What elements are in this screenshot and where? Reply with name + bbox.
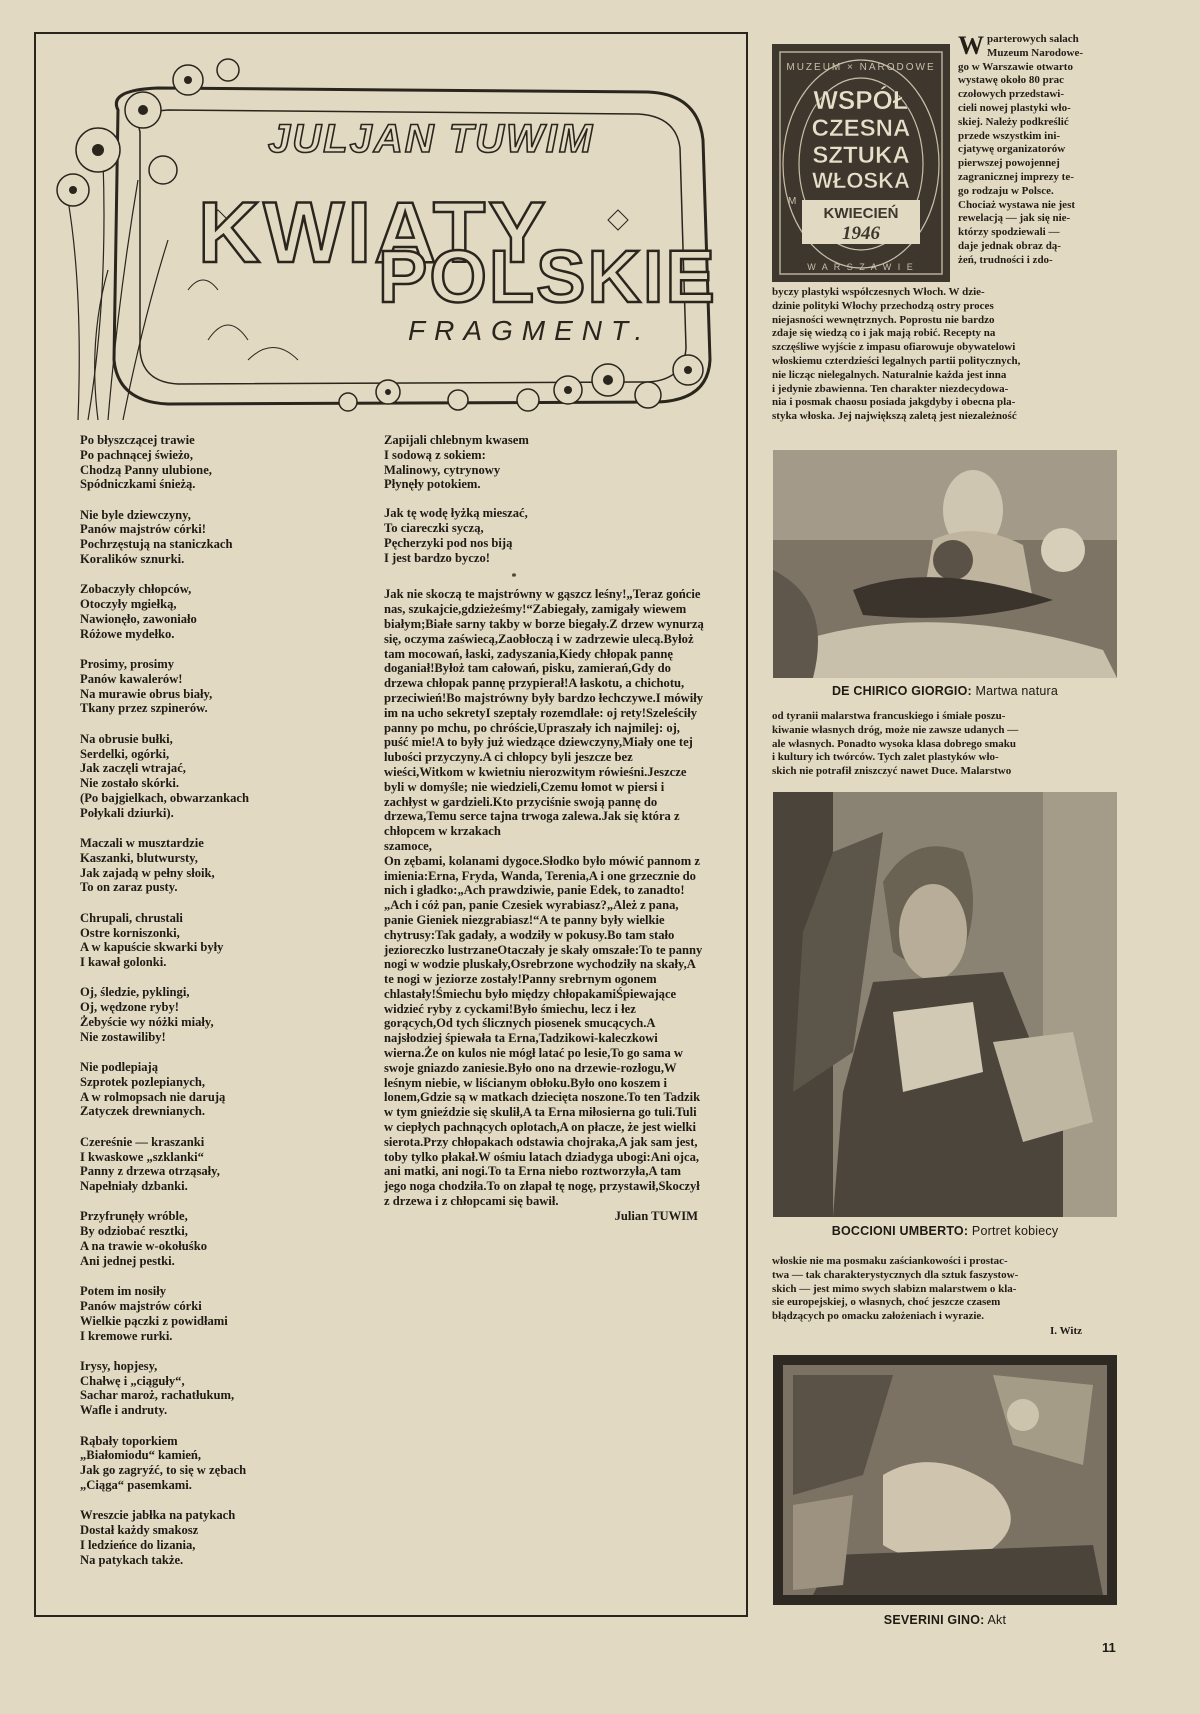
poem-line: Było ono koszem i lonem, — [384, 1075, 668, 1105]
poem-line: Maczali w musztardzie — [80, 836, 204, 851]
painting-boccioni — [773, 792, 1117, 1217]
poem-line: Chodzą Panny ulubione, — [80, 462, 212, 477]
poem-line: A on płacze, że jest wielki sierota. — [384, 1120, 697, 1149]
poem-line: A w rolmopsach nie darują — [80, 1089, 226, 1104]
poem-line: Spódniczkami śnieżą. — [80, 477, 196, 492]
caption-de-chirico-work: Martwa natura — [975, 684, 1059, 698]
article-middle — [772, 710, 1128, 779]
poem-line: I sodową z sokiem: — [384, 447, 486, 462]
poem-line: Prosimy, prosimy — [80, 657, 174, 672]
poem-line: Jak się która z chłopcem w krzakach — [384, 809, 680, 839]
article-line: skich nie potrafił zniszczyć nawet Duce. Malarstwo — [772, 765, 1012, 778]
poem-line: I mówiły im na ucho sekrety — [384, 690, 704, 720]
caption-boccioni — [773, 1224, 1117, 1238]
article-line: kiwanie własnych dróg, może nie zawsze udanych — — [772, 723, 1019, 736]
painting-severini — [773, 1355, 1117, 1605]
poem-stanza — [80, 433, 360, 492]
poem-line: Witkom w kwietniu nierozwitym rówieśni. — [419, 764, 648, 779]
logo-ring-top: MUZEUM × NARODOWE — [786, 62, 936, 73]
article-line: szczęśliwe wyjście z impasu ofiarowuje obywatelowi — [772, 341, 1016, 354]
poem-stanza — [80, 1209, 360, 1268]
poem-line: Ostre korniszonki, — [80, 925, 180, 940]
article-line: cjatywę organizatorów — [958, 143, 1066, 156]
poem-line: Na obrusie bułki, — [80, 731, 173, 746]
poem-stanza — [80, 657, 360, 716]
poem-line: I kwaskowe „szklanki“ — [80, 1149, 204, 1164]
poem-line: Było śmiechu, lecz i łez gorących, — [384, 1001, 636, 1031]
article-line: dzinie polityki Włochy przechodzą ostry proces — [772, 299, 994, 312]
poem-stanza — [80, 1284, 360, 1343]
poem-line: To go sama w swoje gniazdo zaniesie. — [384, 1046, 684, 1075]
poem-line: A to były już wiedzące dziewczyny, — [435, 735, 623, 750]
article-line: styka włoska. Jej największą zaletą jest niezależność — [772, 410, 1017, 423]
poem-subtitle: FRAGMENT. — [408, 315, 652, 346]
page-number: 11 — [1102, 1640, 1116, 1655]
article-line: skich — jest mimo swych słabizn malarstwem o kla- — [772, 1282, 1017, 1295]
poem-title-line2: POLSKIE — [378, 235, 717, 318]
poem-line: Rąbały toporkiem — [80, 1433, 178, 1448]
poem-line: Zobaczyły chłopców, — [80, 582, 192, 597]
article-line: błądzących po omacku założeniach i wyrazie. — [772, 1310, 985, 1323]
poem-line: Malinowy, cytrynowy — [384, 462, 501, 477]
poem-line: Gdzie są w matkach dziecięta noszone. — [420, 1090, 628, 1105]
poem-line: I jest bardzo byczo! — [384, 550, 490, 565]
poem-line: Irysy, hopjesy, — [80, 1358, 158, 1373]
poem-line: Wreszcie jabłka na patykach — [80, 1508, 236, 1523]
poem-line: Chałwę i „ciąguły“, — [80, 1373, 185, 1388]
poem-line: Czemu łomot w piersi i zachłyst w gardzieli. — [384, 779, 665, 809]
article-line: rewelacją — jak się nie- — [958, 212, 1071, 225]
poem-stanza — [80, 508, 360, 567]
poem-line: Kto przyciśnie swoją pannę do drzewa, — [384, 794, 658, 824]
poem-divider: * — [511, 572, 517, 584]
article-line: sie europejskiej, o własnych, choć jeszcze czasem — [772, 1296, 1001, 1309]
article-line: i jedynie zbawienna. Ten charakter niezdecydowa- — [772, 382, 1009, 395]
poem-stanza — [80, 1060, 360, 1119]
poem-line: Płynęły potokiem. — [384, 477, 481, 492]
poem-column-right — [384, 433, 704, 1224]
poem-line: Nawionęło, zawoniało — [80, 611, 197, 626]
poem-line: Na murawie obrus biały, — [80, 686, 213, 701]
logo-ring-left: M — [788, 196, 797, 207]
poem-line: Sachar maroż, rachatłukum, — [80, 1388, 235, 1403]
poem-line: A te panny były wielkie chytrusy: — [384, 912, 665, 942]
poem-line: I ledzieńce do lizania, — [80, 1537, 196, 1552]
article-line: nie licząc nielegalnych. Naturalnie każda jest inna — [772, 368, 1007, 381]
poem-line: Żebyście wy nóżki miały, — [80, 1015, 214, 1029]
poem-line: To ten Tadzik w tym gnieździe się skulił, — [384, 1090, 701, 1120]
poem-stanza — [80, 911, 360, 970]
logo-ring-bottom: W A R S Z A W I E — [807, 262, 915, 272]
poem-stanza — [80, 582, 360, 641]
poem-line: Panny z drzewa otrząsały, — [80, 1164, 220, 1179]
poem-line: Panny srebrnym ogonem chlastały! — [384, 972, 657, 1001]
caption-de-chirico — [773, 684, 1117, 698]
caption-severini-artist: SEVERINI GINO: — [883, 1613, 985, 1627]
poem-line: Skoczył z drzewa i z chłopcami się bawił. — [384, 1179, 700, 1209]
poem-line: Temu serce tajna trwoga zalewa. — [426, 809, 602, 824]
article-intro-wide — [772, 286, 1128, 424]
poem-line: I kremowe rurki. — [80, 1328, 173, 1343]
article-line: czołowych przedstawi- — [958, 88, 1065, 101]
poem-line-continuation: szamoce, — [384, 838, 432, 853]
poem-line: Koralików sznurki. — [80, 552, 185, 567]
poem-line: Po błyszczącej trawie — [80, 433, 195, 447]
poem-line: Tkany przez szpinerów. — [80, 701, 208, 716]
poem-stanza — [384, 506, 704, 565]
poem-line: Połykali dziurki). — [80, 805, 174, 820]
poem-line: Czereśnie — kraszanki — [80, 1134, 205, 1149]
poem-line: Byłoż tam całowań, pisku, zamierań, — [434, 661, 632, 676]
poem-line: Byłoż tam mocowań, łaski, zadyszania, — [384, 631, 694, 661]
poem-line: To ciareczki syczą, — [384, 520, 484, 535]
poem-line: A na trawie w-okołuśko — [80, 1239, 208, 1254]
article-line: go rodzaju w Polsce. — [958, 184, 1054, 197]
poem-line: To on złapał tę nogę, przystawił, — [486, 1179, 659, 1194]
poem-line: Jak go zagryźć, to się w zębach — [80, 1463, 247, 1478]
poem-line: A tam jego noga chodziła. — [384, 1164, 682, 1194]
logo-date-month: KWIECIEŃ — [823, 205, 899, 222]
logo-line2: CZESNA — [811, 115, 911, 142]
poem-line: A w kapuście skwarki były — [80, 940, 224, 955]
article-dropcap: W — [958, 31, 984, 60]
poem-line: Słodko było mówić pannom z imienia: — [384, 853, 700, 883]
poem-author-heading: JULJAN TUWIM — [268, 117, 595, 161]
article-line: niejasności wewnętrznych. Poprostu nie bardzo — [772, 313, 995, 326]
poem-line: Nie podlepiają — [80, 1060, 159, 1075]
article-line: Muzeum Narodowe- — [987, 46, 1084, 59]
painting-de-chirico — [773, 450, 1117, 678]
poem-line: Upraszały ich najmilej: oj, puść mie! — [384, 720, 680, 750]
poem-line: Szprotek pozlepianych, — [80, 1074, 206, 1089]
article-line: którzy spodziewali — — [958, 226, 1060, 239]
article-line: włoskiemu czterdzieści legalnych partii politycznych, — [772, 354, 1021, 367]
poem-line: Osrebrzone wychodziły na skały, — [510, 957, 687, 972]
article-end — [772, 1255, 1128, 1324]
poem-line: A ci chłopcy byli jeszcze bez wieści, — [384, 750, 633, 779]
article-line: skiej. Należy podkreślić — [958, 115, 1069, 128]
poem-line: Białe sarny takby w borze biegały. — [425, 616, 610, 631]
article-line: daje jednak obraz dą- — [958, 239, 1061, 252]
poem-line: Jak zaczęli wtrajać, — [80, 761, 186, 776]
article-author: I. Witz — [1050, 1325, 1082, 1337]
article-line: nia i posmak chaosu posiada jakgdyby i obecna pla- — [772, 396, 1016, 409]
poem-line: W leśnym niebie, w liścianym obłoku. — [384, 1060, 677, 1090]
poem-stanza — [80, 985, 360, 1044]
poem-line: „Białomiodu“ kamień, — [80, 1448, 202, 1463]
caption-severini-work: Akt — [987, 1613, 1007, 1627]
poem-line: Bo majstrówny były bardzo łechczywe. — [446, 690, 656, 705]
caption-boccioni-artist: BOCCIONI UMBERTO: — [831, 1224, 969, 1238]
poem-line: Kaszanki, blutwursty, — [80, 850, 198, 865]
caption-de-chirico-artist: DE CHIRICO GIORGIO: — [831, 684, 972, 698]
poem-line: A jak sam jest, toby tylko płakał. — [384, 1134, 698, 1164]
article-line: włoskie nie ma posmaku zaściankowości i prostac- — [772, 1255, 1008, 1267]
article-line: byczy plastyki współczesnych Włoch. W dzie- — [772, 286, 985, 298]
poem-line: Nie zostało skórki. — [80, 776, 179, 791]
poem-line: Nie zostawiliby! — [80, 1029, 166, 1044]
article-line: parterowych salach — [987, 33, 1079, 45]
logo-line4: WŁOSKA — [812, 168, 910, 193]
caption-severini — [773, 1613, 1117, 1627]
poem-line: Od tych ślicznych piosenek smucących. — [436, 1016, 647, 1031]
poem-line: Kiedy chłopak pannę doganiał! — [384, 646, 673, 676]
article-line: ale własnych. Ponadto wysoka klasa dobrego smaku — [772, 737, 1016, 750]
poem-line: Serdelki, ogórki, — [80, 746, 170, 761]
poem-line: Panów kawalerów! — [80, 671, 183, 686]
poem-line: Dostał każdy smakosz — [80, 1523, 199, 1538]
poem-line: Ani ojca, ani matki, ani nogi. — [384, 1149, 700, 1179]
poem-line: Pochrzęstują na staniczkach — [80, 537, 233, 552]
poem-line: Śpiewające widzieć ryby z cyckami! — [384, 986, 677, 1016]
poem-stanza — [80, 1359, 360, 1418]
poem-line: Erna, Fryda, Wanda, Terenia, — [428, 868, 589, 883]
poem-line: Jak nie skoczą te majstrówny w gąszcz leśny! — [384, 587, 627, 602]
poem-line: Zatyczek drewnianych. — [80, 1104, 206, 1119]
article-line: Chociaż wystawa nie jest — [958, 198, 1076, 211]
poem-line: Przy chłopakach odstawia chojraka, — [423, 1134, 619, 1149]
poem-line: Tak gadały, a wodziły w pokusy. — [435, 927, 608, 942]
poem-line: On zębami, kolanami dygoce. — [384, 853, 543, 868]
poem-line: Oj, wędzone ryby! — [80, 1000, 179, 1015]
article-line: żeń, trudności i zdo- — [958, 253, 1053, 266]
poem-signature: Julian TUWIM — [614, 1208, 698, 1223]
poem-line: By odziobać resztki, — [80, 1224, 188, 1239]
poem-stanza — [384, 433, 704, 492]
logo-line3: SZTUKA — [812, 142, 910, 169]
poem-line: Otaczały je skały omszałe: — [497, 942, 640, 957]
poem-line: A te nogi w jeziorze zostały! — [384, 957, 696, 987]
poem-line: Nie byle dziewczyny, — [80, 507, 191, 522]
poem-line: Przyfrunęły wróble, — [80, 1209, 188, 1224]
poem-line: I kawał golonki. — [80, 955, 167, 970]
poem-line: A łaskotu, a chichotu, przeciwień! — [384, 676, 685, 705]
article-line: wystawę około 80 prac — [958, 74, 1065, 87]
poem-line: A i one grzecznie do nich i gładko: — [384, 868, 696, 898]
poem-stanza — [80, 1434, 360, 1493]
poem-line: Różowe mydełko. — [80, 626, 175, 641]
poem-stanza — [80, 1508, 360, 1567]
poem-line: Szeleściły panny po mchu, po chróście, — [384, 705, 698, 735]
poem-line: Jak zajadą w pełny słoik, — [80, 865, 215, 880]
poem-line: Zabiegały, zamigały wiewem białym; — [384, 602, 687, 631]
poem-line: Jak tę wodę łyżką mieszać, — [384, 506, 528, 521]
poem-line: Śmiechu było między chłopakami — [435, 986, 616, 1001]
poem-line: Że on kulos nie mógł latać po lesie, — [424, 1046, 611, 1061]
poem-line: Tuli w ciepłych pachnących oplotach, — [384, 1105, 697, 1135]
poem-line: Miały one tej lubości przyczyny. — [384, 735, 693, 765]
article-line: i kultury ich twórców. Tych zalet plastyków wło- — [772, 751, 999, 764]
poem-line: Panów majstrów córki — [80, 1298, 202, 1313]
poem-line: To ta Erna niebo roztworzyła, — [487, 1164, 649, 1179]
poem-line: „Ach i cóż pan, panie Czesiek wyrabiasz? — [384, 898, 607, 913]
poem-line: A najsłodziej śpiewała ta Erna, — [384, 1016, 655, 1046]
poem-line: „Ciąga“ pasemkami. — [80, 1477, 192, 1492]
article-line: przede wszystkim ini- — [958, 129, 1061, 142]
poem-line: Otoczyły mgiełką, — [80, 597, 177, 612]
poem-line: Gdy do drzewa chłopak pannę przypierał! — [384, 661, 671, 691]
article-intro-narrow — [958, 33, 1128, 268]
article-line: cieli nowej plastyki wło- — [958, 101, 1071, 114]
article-line: zdaje się wiedzą co i jak mają robić. Recepty na — [772, 327, 996, 340]
poem-line: Tadzikowi-kaleczkowi wierna. — [384, 1031, 658, 1061]
poem-line: Było ono na drzewie-rozłogu, — [507, 1060, 664, 1075]
poem-line: I szeptały rozemdlałe: oj rety! — [485, 705, 646, 720]
poem-line: „Ależ z pana, panie Gieniek niezgrabiasz!“ — [384, 898, 679, 927]
poem-line: Wafle i andruty. — [80, 1403, 168, 1418]
poem-line: W ośmiu latach dziadyga ubogi: — [478, 1149, 651, 1164]
poem-line: Oj, śledzie, pyklingi, — [80, 985, 190, 1000]
poem-line: Potem im nosiły — [80, 1284, 167, 1299]
poem-line: To te panny nogi w wodzie pluskały, — [384, 942, 703, 972]
poem-line: „Ach prawdziwie, panie Edek, to zanadto! — [457, 883, 685, 898]
poem-line: Ani jednej pestki. — [80, 1253, 175, 1268]
article-line: pierwszej powojennej — [958, 157, 1060, 170]
poem-line: Pęcherzyki pod nos biją — [384, 535, 513, 550]
poem-line: To on zaraz pusty. — [80, 880, 178, 895]
poem-line: „Teraz gońcie nas, szukajcie,gdzieżeśmy!“ — [384, 587, 701, 617]
article-line: go w Warszawie otwarto — [958, 60, 1073, 73]
poem-stanza — [80, 732, 360, 821]
caption-boccioni-work: Portret kobiecy — [971, 1224, 1059, 1238]
poem-line: Zapijali chlebnym kwasem — [384, 433, 529, 447]
poem-line: Zaobłoczą i w zadrzewie ulecą. — [498, 631, 664, 646]
exhibition-logo — [772, 44, 950, 282]
poem-line: (Po bajgielkach, obwarzankach — [80, 790, 249, 805]
poem-stanza — [80, 836, 360, 895]
poem-title-line1: KWIATY — [198, 185, 549, 281]
poem-title-illustration — [48, 40, 738, 425]
logo-line1: WSPÓŁ — [813, 85, 909, 115]
poem-line: Z drzew wynurzą się, oczyma zaświecą, — [384, 616, 704, 646]
article-line: zagranicznej imprezy te- — [958, 170, 1074, 183]
logo-date-year: 1946 — [842, 223, 880, 244]
poem-column-left — [80, 433, 360, 1583]
poem-line: Na patykach także. — [80, 1552, 184, 1567]
poem-line: Wielkie pączki z powidłami — [80, 1313, 228, 1328]
poem-line: Jeszcze byli w domyśle; nie wiedzieli, — [384, 764, 687, 794]
poem-line: Chrupali, chrustali — [80, 910, 183, 925]
article-line: od tyranii malarstwa francuskiego i śmiałe poszu- — [772, 710, 1006, 722]
poem-line: A ta Erna miłosierna go tuli. — [522, 1105, 676, 1120]
poem-stanza — [80, 1135, 360, 1194]
poem-line: Po pachnącej świeżo, — [80, 447, 193, 462]
article-line: twa — tak charakterystycznych dla sztuk faszystow- — [772, 1268, 1019, 1281]
poem-line: Napełniały dzbanki. — [80, 1179, 188, 1194]
poem-line: Panów majstrów córki! — [80, 522, 206, 537]
poem-line: Bo tam stało jezioreczko lustrzane — [384, 927, 675, 957]
